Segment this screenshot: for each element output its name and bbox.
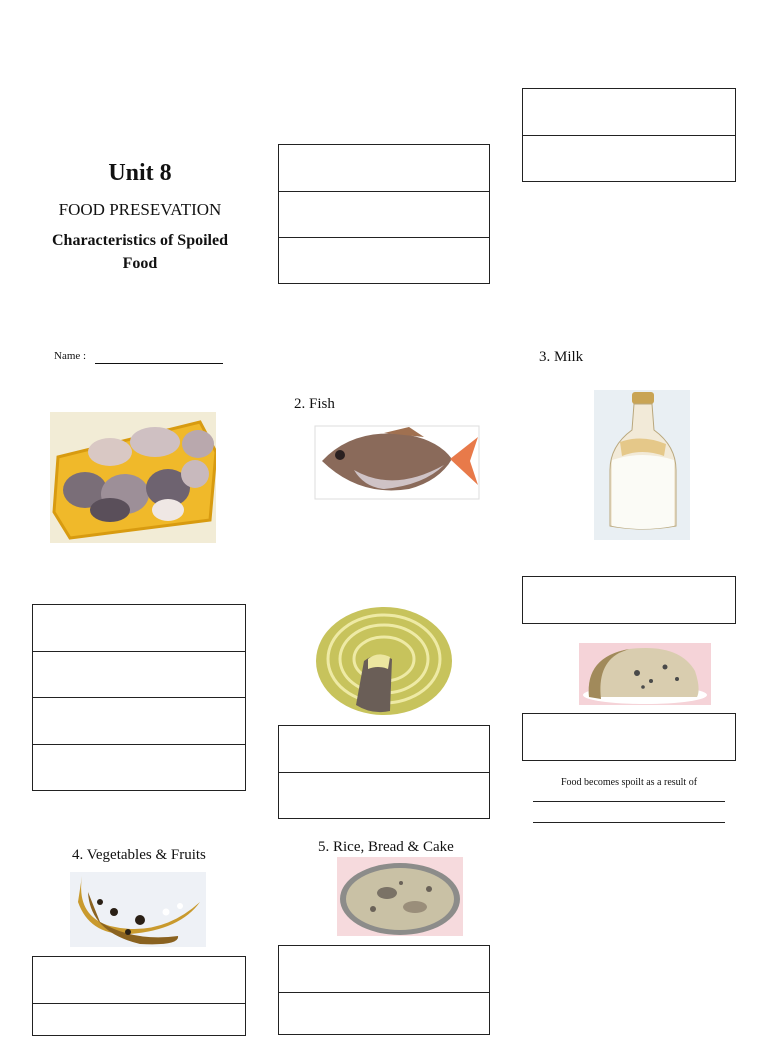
footnote-text: Food becomes spoilt as a result of bbox=[560, 777, 698, 788]
answer-box-meat[interactable] bbox=[32, 604, 246, 791]
answer-box-vegetables[interactable] bbox=[32, 956, 246, 1036]
name-input-line[interactable] bbox=[95, 363, 223, 364]
worksheet-heading: Characteristics of Spoiled Food bbox=[52, 232, 228, 272]
spoiled-fish-image bbox=[314, 425, 480, 500]
footnote-line-1[interactable] bbox=[533, 801, 725, 802]
answer-box-milk[interactable] bbox=[522, 576, 736, 624]
moldy-bread-image bbox=[579, 643, 711, 705]
answer-box-cabbage[interactable] bbox=[278, 725, 490, 819]
milk-bottle-image bbox=[594, 390, 690, 540]
label-milk: 3. Milk bbox=[539, 349, 584, 365]
label-vegetables: 4. Vegetables & Fruits bbox=[72, 847, 206, 863]
name-label: Name : bbox=[54, 350, 87, 362]
answer-box-top-right[interactable] bbox=[522, 88, 736, 182]
label-fish: 2. Fish bbox=[294, 396, 335, 412]
label-rice-bread-cake: 5. Rice, Bread & Cake bbox=[318, 839, 454, 855]
spoiled-chicken-image bbox=[50, 412, 216, 543]
unit-subtitle: FOOD PRESEVATION bbox=[58, 200, 222, 219]
rotten-banana-image bbox=[70, 872, 206, 947]
spoiled-cabbage-image bbox=[312, 603, 456, 718]
footnote-line-2[interactable] bbox=[533, 822, 725, 823]
answer-box-top-middle[interactable] bbox=[278, 144, 490, 284]
moldy-rice-image bbox=[337, 857, 463, 936]
answer-box-rice[interactable] bbox=[278, 945, 490, 1035]
answer-box-bread[interactable] bbox=[522, 713, 736, 761]
unit-title: Unit 8 bbox=[108, 160, 172, 186]
